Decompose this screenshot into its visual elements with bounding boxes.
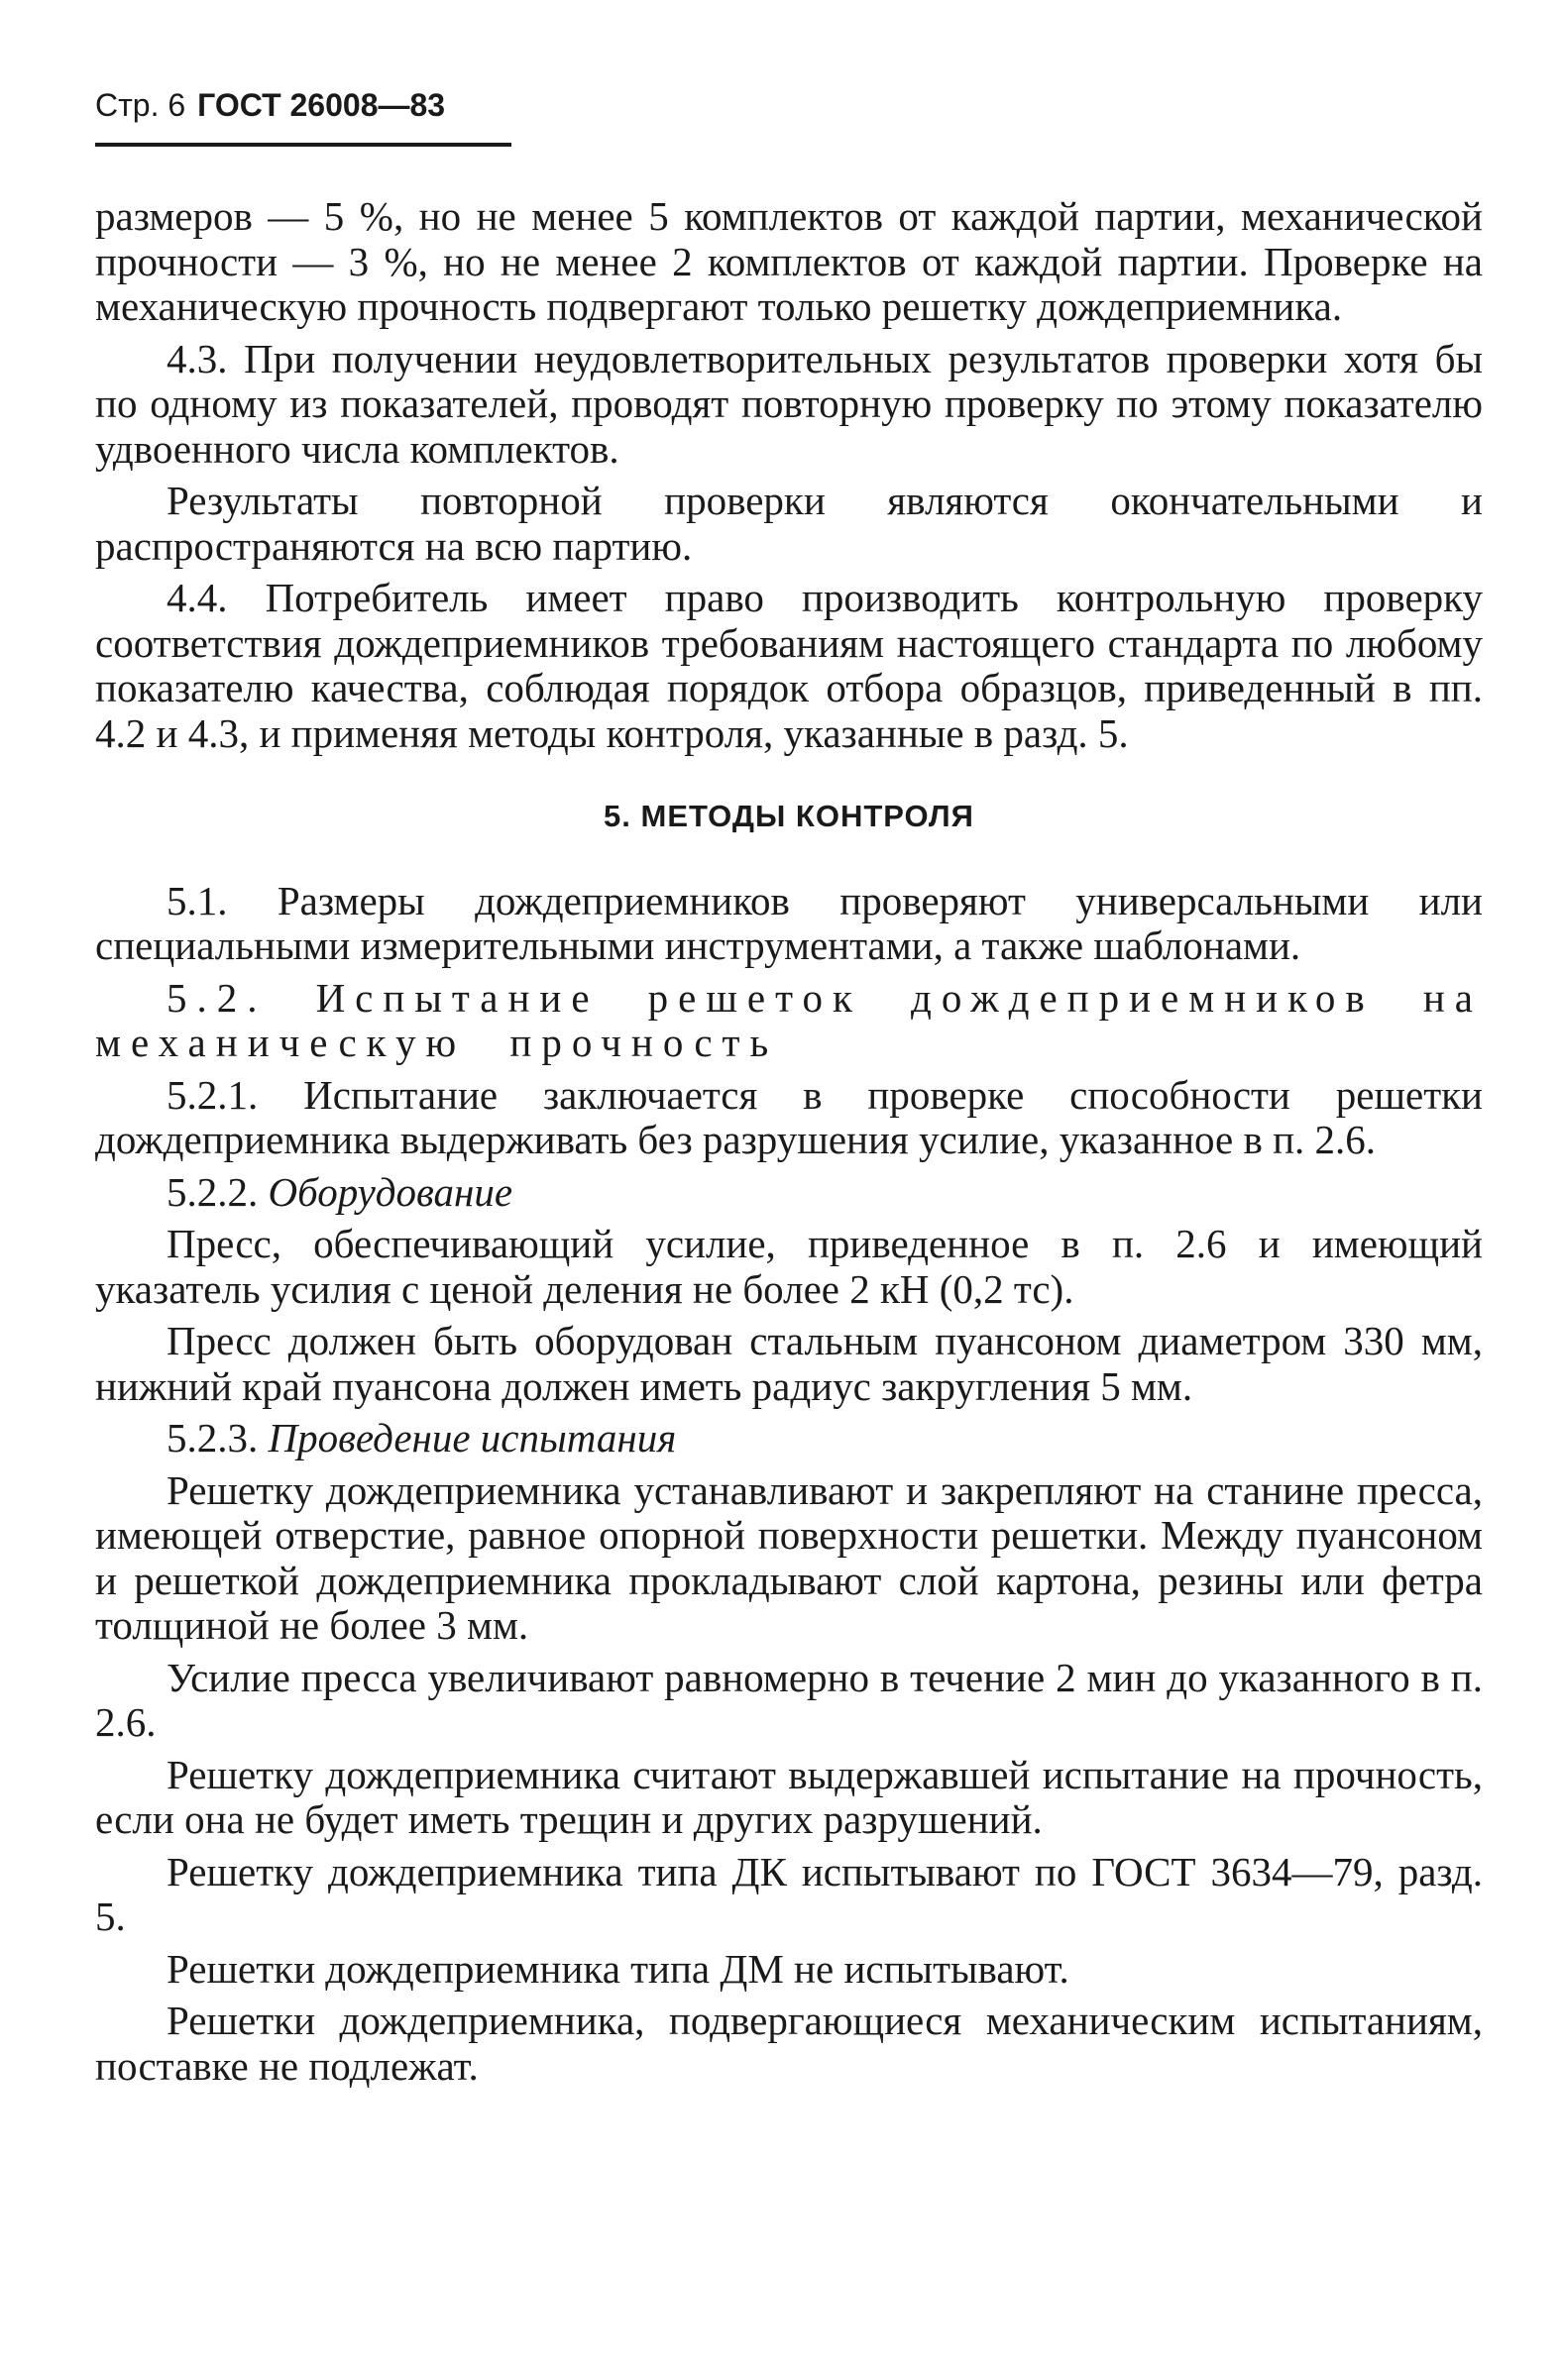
- paragraph-5-2-3-d: Решетку дождеприемника типа ДК испытывают по ГОСТ 3634—79, разд. 5.: [95, 1848, 1483, 1939]
- clause-number: 5.2.3.: [167, 1415, 259, 1460]
- standard-id: ГОСТ 26008—83: [197, 87, 446, 123]
- page-header: [95, 87, 1483, 142]
- paragraph-5-2-1: 5.2.1. Испытание заключается в проверке способности решетки дождеприемника выдерживать без разрушения усилие, указанное в п. 2.6.: [95, 1071, 1483, 1162]
- paragraph-5-2: 5.2. Испытание решеток дождеприемников на механическую прочность: [95, 974, 1483, 1065]
- section-title: 5. МЕТОДЫ КОНТРОЛЯ: [604, 799, 974, 833]
- document-body: [95, 194, 1483, 2096]
- paragraph-5-1: 5.1. Размеры дождеприемников проверяют универсальными или специальными измерительными инструментами, а также шаблонами.: [95, 877, 1483, 968]
- paragraph-5-2-2-b: Пресс должен быть оборудован стальным пуансоном диаметром 330 мм, нижний край пуансона должен иметь радиус закругления 5 мм.: [95, 1318, 1483, 1409]
- paragraph-4-3-result: Результаты повторной проверки являются окончательными и распространяются на всю партию.: [95, 478, 1483, 569]
- paragraph-5-2-3-e: Решетки дождеприемника типа ДМ не испытывают.: [167, 1945, 1069, 1992]
- paragraph-5-2-3-b: Усилие пресса увеличивают равномерно в течение 2 мин до указанного в п. 2.6.: [95, 1654, 1483, 1745]
- paragraph-4-4: 4.4. Потребитель имеет право производить контрольную проверку соответствия дождеприемников требованиям настоящего стандарта по любому показателю качества, соблюдая порядок отбора образцов, приведенный в пп. 4.2 и 4.3, и применяя методы контроля, указанные в разд. 5.: [95, 575, 1483, 756]
- paragraph-5-2-3-a: Решетку дождеприемника устанавливают и закрепляют на станине пресса, имеющей отверстие, равное опорной поверхности решетки. Между пуансоном и решеткой дождеприемника прокладывают слой картона, резины или фетра толщиной не более 3 мм.: [95, 1466, 1483, 1648]
- paragraph-continuation: размеров — 5 %, но не менее 5 комплектов от каждой партии, механической прочности — 3 %, но не менее 2 комплектов от каждой партии. Проверке на механическую прочность подвергают только решетку дождеприемника.: [95, 193, 1483, 329]
- paragraph-5-2-2-heading: [95, 1170, 1483, 1216]
- clause-title: Оборудование: [268, 1168, 513, 1215]
- paragraph-5-2-3-heading: [95, 1416, 1483, 1461]
- document-page: [95, 87, 1483, 142]
- clause-number: 5.2.2.: [167, 1168, 259, 1215]
- paragraph-5-2-3-f: Решетки дождеприемника, подвергающиеся механическим испытаниям, поставке не подлежат.: [95, 1998, 1483, 2089]
- paragraph-5-2-3-c: Решетку дождеприемника считают выдержавшей испытание на прочность, если она не будет иметь трещин и других разрушений.: [95, 1751, 1483, 1842]
- paragraph-4-3: 4.3. При получении неудовлетворительных результатов проверки хотя бы по одному из показателей, проводят повторную проверку по этому показателю удвоенного числа комплектов.: [95, 335, 1483, 472]
- header-rule: [95, 143, 511, 147]
- paragraph-5-2-2-a: Пресс, обеспечивающий усилие, приведенное в п. 2.6 и имеющий указатель усилия с ценой деления не более 2 кН (0,2 тс).: [95, 1221, 1483, 1312]
- page-number: Стр. 6: [95, 87, 186, 123]
- clause-title: Проведение испытания: [268, 1415, 677, 1460]
